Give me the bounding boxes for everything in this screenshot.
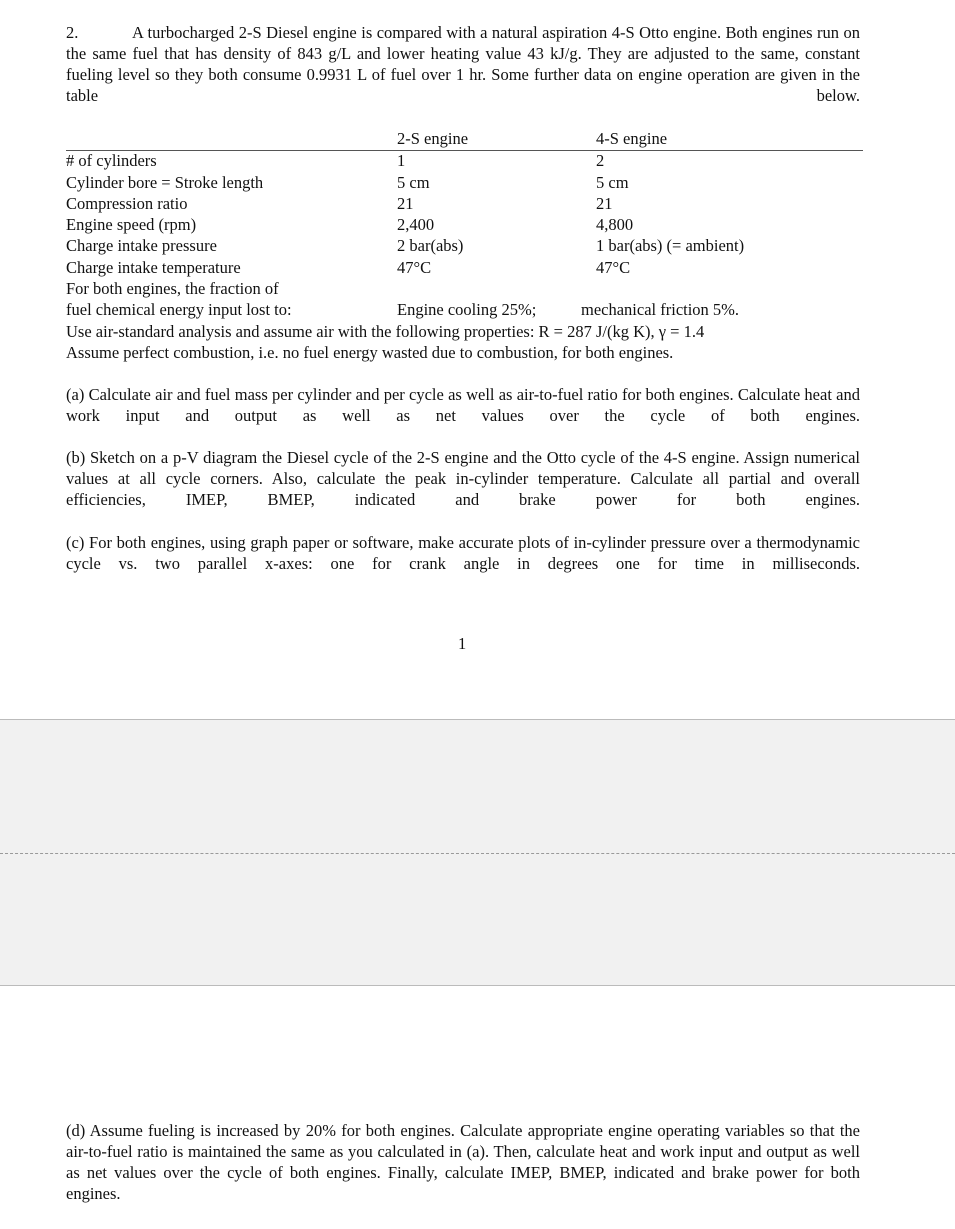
- part-a: (a) Calculate air and fuel mass per cylinder and per cycle as well as air-to-fuel ratio for both engines. Calculate heat and work input and output as well as net values over the cycle of both engines.: [66, 385, 860, 425]
- air-properties: Use air-standard analysis and assume air with the following properties: R = 287 J/(kg K), γ = 1.4: [66, 322, 705, 341]
- row-label: Cylinder bore = Stroke length: [66, 173, 264, 192]
- fraction-line-2: fuel chemical energy input lost to:: [66, 300, 292, 319]
- row-label: # of cylinders: [66, 151, 157, 170]
- table-header-rule: [66, 150, 863, 151]
- row-label: Compression ratio: [66, 194, 188, 213]
- page-number: 1: [458, 634, 467, 653]
- cooling-loss: Engine cooling 25%;: [397, 300, 537, 319]
- part-c: (c) For both engines, using graph paper or software, make accurate plots of in-cylinder pressure over a thermodynamic cycle vs. two parallel x-axes: one for crank angle in degrees one for time in milliseconds.: [66, 533, 860, 573]
- row-value-4s: 5 cm: [596, 173, 629, 192]
- col-header-4s: 4-S engine: [596, 129, 668, 148]
- page-break-gap: [0, 719, 955, 985]
- row-value-2s: 2,400: [397, 215, 435, 234]
- row-value-2s: 5 cm: [397, 173, 430, 192]
- row-label: Charge intake temperature: [66, 258, 241, 277]
- row-value-4s: 1 bar(abs) (= ambient): [596, 236, 745, 255]
- problem-intro: [66, 22, 860, 127]
- row-value-2s: 1: [397, 151, 406, 170]
- row-value-4s: 2: [596, 151, 605, 170]
- friction-loss: mechanical friction 5%.: [581, 300, 740, 319]
- row-value-4s: 21: [596, 194, 613, 213]
- row-value-2s: 2 bar(abs): [397, 236, 464, 255]
- page-break-dashed-line: [0, 853, 955, 854]
- row-value-2s: 21: [397, 194, 414, 213]
- page-edge-bottom: [0, 985, 955, 986]
- col-header-2s: 2-S engine: [397, 129, 469, 148]
- row-value-4s: 47°C: [596, 258, 631, 277]
- row-label: Charge intake pressure: [66, 236, 217, 255]
- combustion-assumption: Assume perfect combustion, i.e. no fuel energy wasted due to combustion, for both engines.: [66, 343, 674, 362]
- problem-number: 2.: [66, 23, 79, 42]
- row-value-4s: 4,800: [596, 215, 634, 234]
- part-d: (d) Assume fueling is increased by 20% for both engines. Calculate appropriate engine operating variables so that the air-to-fuel ratio is maintained the same as you calculated in (a). Then, calculate heat and work input and output as well as net values over the cycle of both engines. Finally, calculate IMEP, BMEP, indicated and brake power for both engines.: [66, 1121, 860, 1203]
- problem-intro-text: A turbocharged 2-S Diesel engine is compared with a natural aspiration 4-S Otto engine. Both engines run on the same fuel that has density of 843 g/L and lower heating value 43 kJ/g. They are adjusted to the same, constant fueling level so they both consume 0.9931 L of fuel over 1 hr. Some further data on engine operation are given in the table below.: [66, 23, 860, 105]
- fraction-line-1: For both engines, the fraction of: [66, 279, 279, 298]
- row-value-2s: 47°C: [397, 258, 432, 277]
- row-label: Engine speed (rpm): [66, 215, 197, 234]
- page-edge-top: [0, 719, 955, 720]
- part-b: (b) Sketch on a p-V diagram the Diesel cycle of the 2-S engine and the Otto cycle of the 4-S engine. Assign numerical values at all cycle corners. Also, calculate the peak in-cylinder temperature. Calculate all partial and overall efficiencies, IMEP, BMEP, indicated and brake power for both engines.: [66, 448, 860, 509]
